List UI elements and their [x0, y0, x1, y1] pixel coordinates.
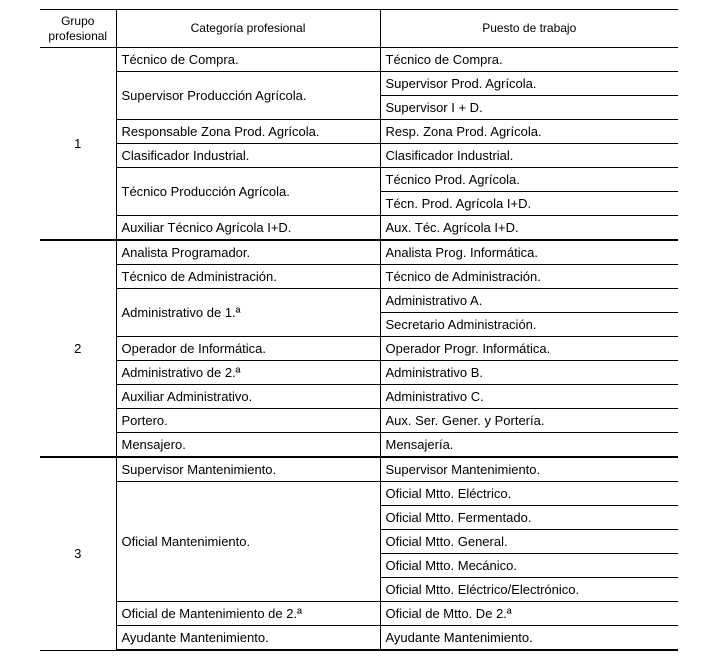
category-cell: Portero. [116, 409, 380, 433]
table-row [40, 289, 678, 313]
group-number-cell: 2 [40, 240, 116, 457]
table-row [40, 72, 678, 96]
job-cell: Supervisor Prod. Agrícola. [380, 72, 678, 96]
header-job: Puesto de trabajo [380, 10, 678, 48]
header-category: Categoría profesional [116, 10, 380, 48]
category-cell: Analista Programador. [116, 240, 380, 265]
group-number-cell: 3 [40, 457, 116, 650]
table-row [40, 409, 678, 433]
table-row [40, 457, 678, 482]
table-row [40, 482, 678, 506]
job-cell: Oficial Mtto. Eléctrico. [380, 482, 678, 506]
category-cell: Auxiliar Técnico Agrícola I+D. [116, 216, 380, 241]
job-cell: Mensajería. [380, 433, 678, 458]
category-cell: Oficial Mantenimiento. [116, 482, 380, 602]
table-row [40, 337, 678, 361]
job-cell: Técnico Prod. Agrícola. [380, 168, 678, 192]
job-cell: Administrativo A. [380, 289, 678, 313]
table-body [40, 48, 678, 651]
category-cell: Responsable Zona Prod. Agrícola. [116, 120, 380, 144]
job-cell: Técn. Prod. Agrícola I+D. [380, 192, 678, 216]
job-cell: Aux. Téc. Agrícola I+D. [380, 216, 678, 241]
table-row [40, 602, 678, 626]
table-row [40, 144, 678, 168]
group-number-cell: 1 [40, 48, 116, 241]
job-cell: Ayudante Mantenimiento. [380, 626, 678, 651]
category-cell: Oficial de Mantenimiento de 2.ª [116, 602, 380, 626]
category-cell: Técnico Producción Agrícola. [116, 168, 380, 216]
job-cell: Secretario Administración. [380, 313, 678, 337]
category-cell: Mensajero. [116, 433, 380, 458]
job-cell: Técnico de Compra. [380, 48, 678, 72]
job-cell: Oficial Mtto. Mecánico. [380, 554, 678, 578]
job-cell: Oficial Mtto. General. [380, 530, 678, 554]
job-cell: Clasificador Industrial. [380, 144, 678, 168]
category-cell: Ayudante Mantenimiento. [116, 626, 380, 651]
category-cell: Operador de Informática. [116, 337, 380, 361]
job-cell: Oficial Mtto. Fermentado. [380, 506, 678, 530]
category-cell: Auxiliar Administrativo. [116, 385, 380, 409]
header-row [40, 10, 678, 48]
table-row [40, 216, 678, 241]
table-row [40, 385, 678, 409]
category-cell: Administrativo de 2.ª [116, 361, 380, 385]
job-cell: Oficial de Mtto. De 2.ª [380, 602, 678, 626]
job-cell: Resp. Zona Prod. Agrícola. [380, 120, 678, 144]
table-row [40, 265, 678, 289]
job-cell: Oficial Mtto. Eléctrico/Electrónico. [380, 578, 678, 602]
table-row [40, 48, 678, 72]
category-cell: Técnico de Compra. [116, 48, 380, 72]
job-cell: Aux. Ser. Gener. y Portería. [380, 409, 678, 433]
category-cell: Supervisor Producción Agrícola. [116, 72, 380, 120]
table-row [40, 361, 678, 385]
table-row [40, 120, 678, 144]
header-group: Grupo profesional [40, 10, 116, 48]
table-row [40, 168, 678, 192]
category-cell: Técnico de Administración. [116, 265, 380, 289]
category-cell: Administrativo de 1.ª [116, 289, 380, 337]
job-cell: Técnico de Administración. [380, 265, 678, 289]
job-cell: Operador Progr. Informática. [380, 337, 678, 361]
job-cell: Supervisor Mantenimiento. [380, 457, 678, 482]
job-cell: Administrativo C. [380, 385, 678, 409]
table-row [40, 240, 678, 265]
job-cell: Analista Prog. Informática. [380, 240, 678, 265]
job-classification-table [40, 9, 678, 651]
table-row [40, 626, 678, 651]
table-row [40, 433, 678, 458]
job-cell: Administrativo B. [380, 361, 678, 385]
category-cell: Supervisor Mantenimiento. [116, 457, 380, 482]
job-cell: Supervisor I + D. [380, 96, 678, 120]
category-cell: Clasificador Industrial. [116, 144, 380, 168]
